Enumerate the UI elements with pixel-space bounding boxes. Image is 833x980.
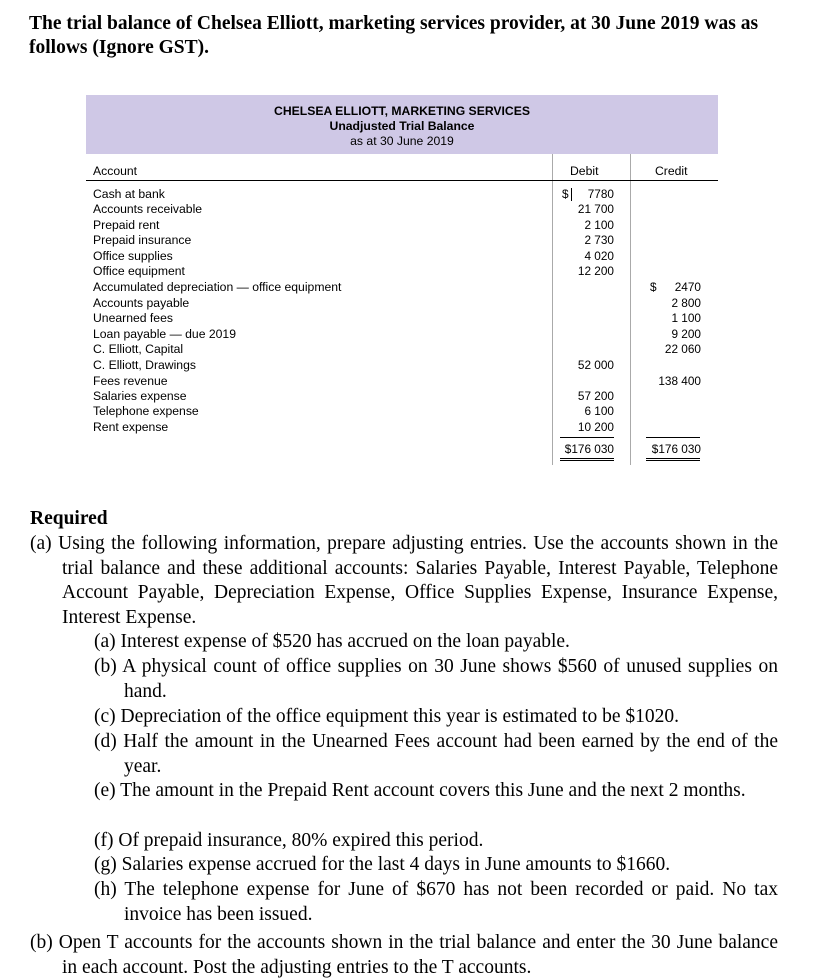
account-name: Cash at bank (93, 187, 165, 201)
header-rule (86, 180, 718, 181)
credit-amount: 22 060 (664, 342, 701, 356)
debit-amount: 7780 (587, 187, 614, 201)
debit-double-rule (560, 460, 614, 461)
adjustment-item: (d) Half the amount in the Unearned Fees account had been earned by the end of the year. (94, 731, 778, 777)
credit-amount: 138 400 (658, 374, 701, 388)
debit-amount: 2 730 (584, 233, 614, 247)
account-name: Unearned fees (93, 311, 173, 325)
credit-total: $176 030 (651, 442, 701, 456)
account-name: C. Elliott, Drawings (93, 358, 196, 372)
adjustment-item: (g) Salaries expense accrued for the last 4 days in June amounts to $1660. (94, 854, 671, 875)
debit-amount: 4 020 (584, 249, 614, 263)
account-name: Prepaid rent (93, 218, 160, 232)
adjustment-item: (b) A physical count of office supplies on 30 June shows $560 of unused supplies on hand. (94, 656, 778, 702)
debit-amount: 12 200 (577, 264, 614, 278)
debit-column-header: Debit (570, 164, 599, 178)
adjustment-item: (h) The telephone expense for June of $670 has not been recorded or paid. No tax invoice has been issued. (94, 879, 778, 925)
credit-amount: 2470 (674, 280, 701, 294)
statement-date: as at 30 June 2019 (350, 134, 454, 148)
debit-total: $176 030 (564, 442, 614, 456)
credit-double-rule (646, 458, 700, 459)
debit-amount: 57 200 (577, 389, 614, 403)
company-name: CHELSEA ELLIOTT, MARKETING SERVICES (274, 104, 530, 118)
account-name: Accumulated depreciation — office equipment (93, 280, 342, 294)
adjustment-item: (e) The amount in the Prepaid Rent account covers this June and the next 2 months. (94, 780, 746, 801)
account-name: Prepaid insurance (93, 233, 192, 247)
credit-column-header: Credit (655, 164, 688, 178)
debit-amount: 52 000 (577, 358, 614, 372)
part-a-instructions: (a) Using the following information, prepare adjusting entries. Use the accounts shown in the trial balance and these additional accounts: Salaries Payable, Interest Payable, Telephone Account Payable, Depreciation Expense, Office Supplies Expense, Insurance Expense, Interest Expense. (30, 533, 778, 628)
column-divider (630, 154, 631, 465)
account-name: Office supplies (93, 249, 173, 263)
trial-balance-header (86, 95, 718, 154)
debit-amount: 21 700 (577, 202, 614, 216)
account-name: Accounts receivable (93, 202, 203, 216)
debit-double-rule (560, 458, 614, 459)
debit-amount: 10 200 (577, 420, 614, 434)
required-heading: Required (30, 508, 108, 529)
cursor-mark (571, 188, 572, 201)
account-name: C. Elliott, Capital (93, 342, 184, 356)
account-name: Rent expense (93, 420, 169, 434)
credit-amount: 2 800 (671, 296, 701, 310)
credit-dollar-sign: $ (650, 280, 657, 294)
adjustment-item: (a) Interest expense of $520 has accrued on the loan payable. (94, 631, 570, 652)
credit-double-rule (646, 460, 700, 461)
account-column-header: Account (93, 164, 138, 178)
account-name: Telephone expense (93, 404, 199, 418)
intro-text: The trial balance of Chelsea Elliott, marketing services provider, at 30 June 2019 was as follows (Ignore GST). (29, 13, 759, 58)
debit-dollar-sign: $ (562, 187, 569, 201)
debit-amount: 2 100 (584, 218, 614, 232)
account-name: Fees revenue (93, 374, 168, 388)
column-divider (552, 154, 553, 465)
account-name: Accounts payable (93, 296, 190, 310)
credit-amount: 9 200 (671, 327, 701, 341)
account-name: Loan payable — due 2019 (93, 327, 236, 341)
adjustment-item: (f) Of prepaid insurance, 80% expired this period. (94, 830, 484, 851)
part-b-instructions: (b) Open T accounts for the accounts shown in the trial balance and enter the 30 June balance in each account. Post the adjusting entries to the T accounts. (30, 932, 778, 978)
debit-amount: 6 100 (584, 404, 614, 418)
account-name: Office equipment (93, 264, 185, 278)
credit-amount: 1 100 (671, 311, 701, 325)
statement-title: Unadjusted Trial Balance (329, 119, 475, 133)
adjustment-item: (c) Depreciation of the office equipment this year is estimated to be $1020. (94, 706, 679, 727)
account-name: Salaries expense (93, 389, 187, 403)
credit-total-rule (646, 437, 700, 438)
debit-total-rule (560, 437, 614, 438)
